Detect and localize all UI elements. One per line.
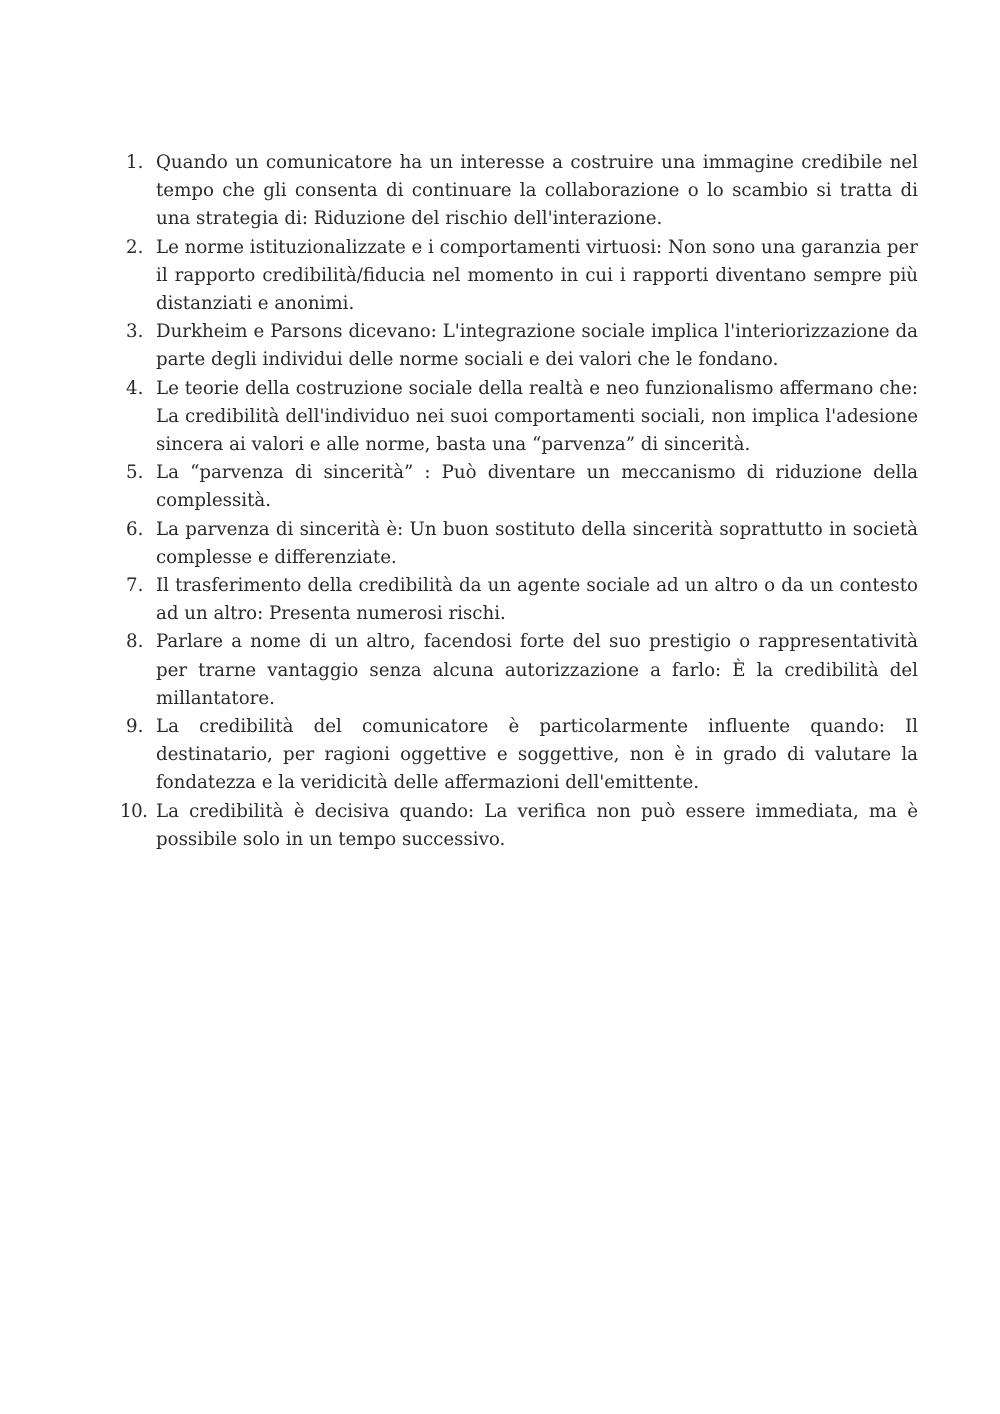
item-text: La credibilità del comunicatore è particolarmente influente quando: Il destinatario, per ragioni oggettive e soggettive, non è in grado di valutare la fondatezza e la veridicità delle affermazioni dell'emittente. — [156, 716, 918, 794]
item-number: 10. — [120, 800, 148, 822]
item-text: La “parvenza di sincerità” : Può diventare un meccanismo di riduzione della complessità. — [156, 462, 918, 512]
list-item — [118, 628, 918, 713]
list-item — [118, 149, 918, 234]
list-item — [118, 572, 918, 628]
list-item — [118, 713, 918, 798]
item-text: Durkheim e Parsons dicevano: L'integrazione sociale implica l'interiorizzazione da parte degli individui delle norme sociali e dei valori che le fondano. — [156, 321, 918, 371]
item-text: Il trasferimento della credibilità da un agente sociale ad un altro o da un contesto ad un altro: Presenta numerosi rischi. — [156, 575, 918, 625]
numbered-list — [118, 149, 918, 854]
list-item — [118, 375, 918, 460]
item-text: La credibilità è decisiva quando: La verifica non può essere immediata, ma è possibile solo in un tempo successivo. — [156, 800, 918, 850]
item-text: La parvenza di sincerità è: Un buon sostituto della sincerità soprattutto in società complesse e differenziate. — [156, 518, 918, 568]
list-item — [118, 459, 918, 515]
item-number: 9. — [126, 716, 144, 738]
item-number: 8. — [126, 631, 144, 653]
item-text: Le norme istituzionalizzate e i comportamenti virtuosi: Non sono una garanzia per il rapporto credibilità/fiducia nel momento in cui i rapporti diventano sempre più distanziati e anonimi. — [156, 236, 918, 315]
item-number: 1. — [126, 152, 144, 173]
item-text: Le teorie della costruzione sociale della realtà e neo funzionalismo affermano che: La credibilità dell'individuo nei suoi comportamenti sociali, non implica l'adesione sincera ai valori e alle norme, basta una “parvenza” di sincerità. — [156, 377, 918, 456]
item-number: 2. — [126, 236, 144, 258]
list-item — [118, 318, 918, 374]
item-number: 3. — [126, 321, 144, 343]
item-text: Parlare a nome di un altro, facendosi forte del suo prestigio o rappresentatività per trarne vantaggio senza alcuna autorizzazione a farlo: È la credibilità del millantatore. — [156, 631, 918, 709]
list-item — [118, 798, 918, 854]
item-number: 6. — [126, 518, 144, 540]
item-text: Quando un comunicatore ha un interesse a costruire una immagine credibile nel tempo che gli consenta di continuare la collaborazione o lo scambio si tratta di una strategia di: Riduzione del rischio dell'interazione. — [156, 152, 918, 230]
list-item — [118, 234, 918, 319]
item-number: 7. — [126, 575, 144, 597]
item-number: 5. — [126, 462, 144, 484]
item-number: 4. — [126, 377, 144, 399]
list-item — [118, 516, 918, 572]
